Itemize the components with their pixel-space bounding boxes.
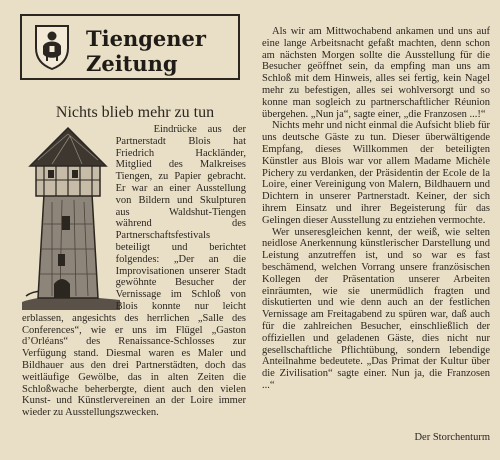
left-column <box>22 124 246 454</box>
newspaper-title <box>86 26 206 76</box>
article-headline: Nichts blieb mehr zu tun <box>55 104 215 121</box>
title-line-1: Tiengener <box>86 26 206 51</box>
paragraph-1: Als wir am Mittwochabend ankamen und uns auf eine lange Arbeitsnacht gefaßt machten, denn schon am nächsten Morgen sollte die Ausstellung für die Besucher geöffnet sein, da empfing man uns am Schloß mit dem Hinweis, alles sei fertig, kein Nagel mehr zu befestigen, alles sei wohlversorgt und so konne man sogleich zu partnerschaftlicher Réunion übergehen. „Nun ja“, sagte einer, „die Franzosen ...!“ <box>262 26 490 120</box>
coat-of-arms-icon <box>34 24 70 70</box>
paragraph-2: Nichts mehr und nicht einmal die Aufsicht blieb für uns deutsche Gäste zu tun. Dieser überwältigende Empfang, dieses Willkommen der beteiligten Künstler aus Blois war vor allem Madame Michèle Pichery zu verdanken, der Präsidentin der Ecole de la Loire, einer Vereinigung von Malern, Bildhauern und Dichtern in unserer Partnerstadt. Keiner, der sich ihrem Einsatz und ihrer Begeisterung für das Gelingen dieser Ausstellung zu entziehen vermochte. <box>262 120 490 226</box>
author-signature: Der Storchenturm <box>414 432 490 443</box>
title-line-2: Zeitung <box>86 51 178 76</box>
masthead <box>20 14 240 80</box>
left-column-body: Eindrücke aus der Partnerstadt Blois hat Friedrich Hackländer, Mitglied des Malkreises Tiengen, zu Papier gebracht. Er war an einer Ausstellung von Bildern und Skulpturen aus Waldshut-Tiengen während des Partnerschaftsfestivals beteiligt und berichtet folgendes: „Der an die Improvisationen unserer Stadt gewöhnte Besucher der Vernissage im Schloß von Blois konnte nur leicht erblassen, angesichts des herrlichen „Salle des Conferences“, wie er uns im Flügel „Gaston d’Orléans“ des Renaissance-Schlosses zur Verfügung stand. Diesmal waren es Maler und Bildhauer aus den drei Partnerstädten, doch das weitläufige Gewölbe, das in alten Zeiten die Schloßwache beherbergte, dient auch den vielen Kunst- und Künstlervereinen an der Loire immer wieder zu Ausstellungszwecken. <box>22 124 246 419</box>
paragraph-3: Wer unseresgleichen kennt, der weiß, wie selten neidlose Anerkennung künstlerischer Darstellung und Leistung anzutreffen ist, und so war es fast beschämend, welchen Vorrang unsere französischen Kollegen der Präsentation unserer Arbeiten einräumten, wie sie unermüdlich fragten und diskutierten und wie denn auch an der festlichen Vernissage am Freitagabend zu spüren war, daß auch für die zahlreichen Besucher, einschließlich der offiziellen und geladenen Gäste, dies nicht nur gesellschaftliche Pflichtübung, sondern lebendige Anteilnahme bedeutete. „Das Primat der Kultur über die Zivilisation“ sagte einer. Nun ja, die Franzosen ...“ <box>262 226 490 391</box>
right-column <box>262 26 490 392</box>
tower-illustration <box>22 124 122 310</box>
left-column-text <box>22 124 246 419</box>
